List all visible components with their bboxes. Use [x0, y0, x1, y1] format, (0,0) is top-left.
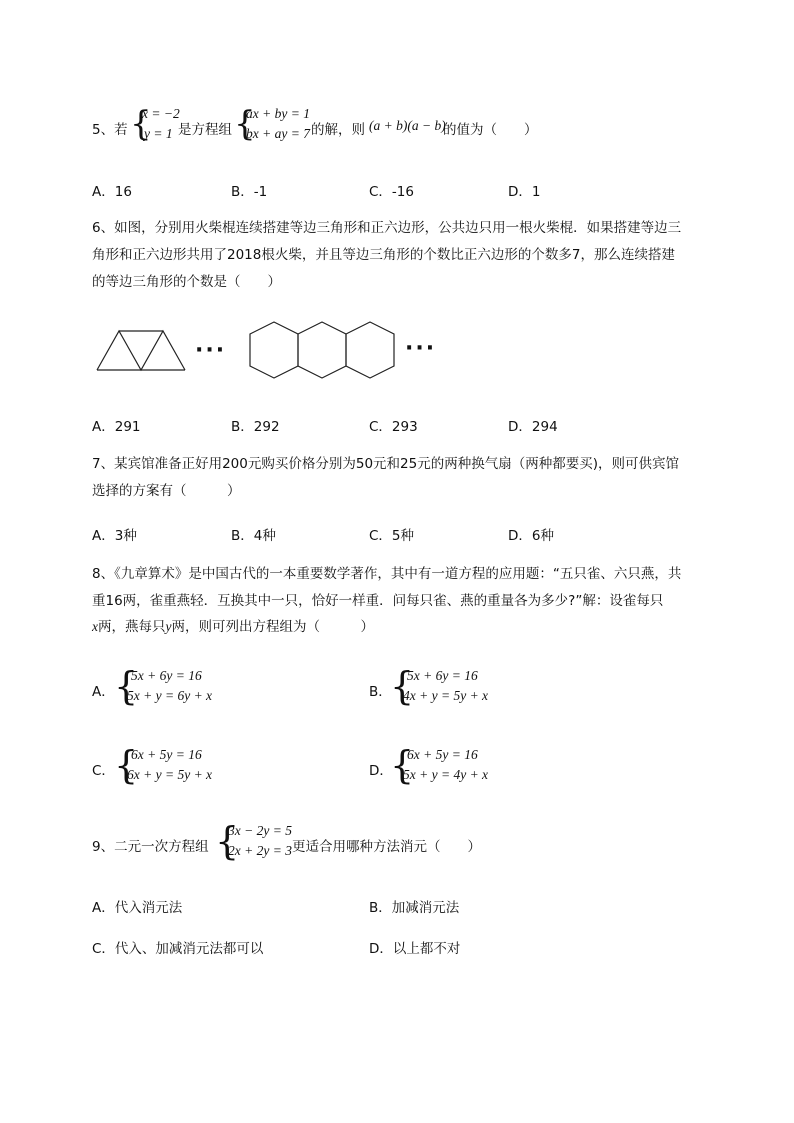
q5-given-row-2: y = 1: [144, 126, 173, 141]
q8-line-3: [92, 614, 374, 640]
q7-option-b: B．4种: [231, 528, 276, 544]
q5-given-brace: {: [130, 104, 152, 144]
q8-line-1: 8、《九章算术》是中国古代的一本重要数学著作，其中有一道方程的应用题：“五只雀、六只燕，共: [92, 566, 682, 582]
q8-option-a-brace: {: [114, 664, 139, 708]
q8-var-y: y: [165, 619, 172, 634]
q5-option-c: C．-16: [369, 184, 414, 200]
q8-line-3-text-1: 两，燕每只: [98, 619, 166, 635]
q8-var-x: x: [92, 619, 98, 634]
q8-option-b-label: B．: [369, 684, 392, 700]
q5-expression: (a + b)(a − b): [369, 118, 446, 133]
q8-option-d-row-2: 5x + y = 4y + x: [403, 767, 489, 782]
q8-line-2: 重16两，雀重燕轻．互换其中一只，恰好一样重．问每只雀、燕的重量各为多少?”解：设雀每只: [92, 593, 664, 609]
q5-tail-2: 的值为（ ）: [443, 122, 538, 138]
q5-given-row-1: x = −2: [142, 106, 180, 121]
triangles-figure: [97, 331, 185, 370]
q5-mid-text: 是方程组: [178, 122, 232, 138]
q7-option-d: D．6种: [508, 528, 554, 544]
q8-option-a-label: A．: [92, 684, 115, 700]
q8-option-c-row-1: 6x + 5y = 16: [131, 747, 202, 762]
q6-option-c: C．293: [369, 419, 418, 435]
q9-system-row-1: 3x − 2y = 5: [228, 823, 292, 838]
q8-option-d-row-1: 6x + 5y = 16: [407, 747, 478, 762]
q8-option-c-label: C．: [92, 763, 115, 779]
q5-system-row-1: ax + by = 1: [246, 106, 310, 121]
hexagon-3: [346, 322, 394, 378]
q8-option-b-row-2: 4x + y = 5y + x: [403, 688, 489, 703]
q6-option-d: D．294: [508, 419, 558, 435]
q5-system-brace: {: [234, 104, 256, 144]
q8-option-a-row-2: 5x + y = 6y + x: [127, 688, 213, 703]
q6-ellipsis-1: ···: [195, 338, 227, 363]
q9-option-b: B．加减消元法: [369, 900, 460, 916]
q5-option-d: D．1: [508, 184, 541, 200]
q5-option-b: B．-1: [231, 184, 268, 200]
q6-option-b: B．292: [231, 419, 280, 435]
q9-option-d: D．以上都不对: [369, 941, 461, 957]
q5-number: 5、若: [92, 122, 128, 138]
q5-system-row-2: bx + ay = 7: [246, 126, 310, 141]
q6-line-1: 6、如图，分别用火柴棍连续搭建等边三角形和正六边形，公共边只用一根火柴棍．如果搭建等边三: [92, 220, 682, 236]
q8-line-3-text-2: 两，则可列出方程组为（ ）: [171, 619, 374, 635]
q9-system-brace: {: [215, 819, 240, 863]
hexagons-figure: [250, 322, 394, 378]
q7-option-c: C．5种: [369, 528, 415, 544]
q6-line-3: 的等边三角形的个数是（ ）: [92, 274, 281, 290]
q9-system-row-2: 2x + 2y = 3: [228, 843, 292, 858]
q9-option-a: A．代入消元法: [92, 900, 183, 916]
hexagon-2: [298, 322, 346, 378]
q7-option-a: A．3种: [92, 528, 137, 544]
q9-option-c: C．代入、加减消元法都可以: [92, 941, 264, 957]
q6-ellipsis-2: ···: [405, 336, 437, 361]
q8-option-d-brace: {: [390, 743, 415, 787]
q8-option-c-row-2: 6x + y = 5y + x: [127, 767, 213, 782]
q5-option-a: A．16: [92, 184, 132, 200]
q8-option-b-row-1: 5x + 6y = 16: [407, 668, 478, 683]
q8-option-a-row-1: 5x + 6y = 16: [131, 668, 202, 683]
q9-prefix: 9、二元一次方程组: [92, 839, 209, 855]
triangle-zigzag: [97, 331, 185, 370]
q7-line-1: 7、某宾馆准备正好用200元购买价格分别为50元和25元的两种换气扇（两种都要买)，则可供宾馆: [92, 456, 679, 472]
q8-option-b-brace: {: [390, 664, 415, 708]
q6-line-2: 角形和正六边形共用了2018根火柴，并且等边三角形的个数比正六边形的个数多7，那么连续搭建: [92, 247, 675, 263]
q8-option-c-brace: {: [114, 743, 139, 787]
q7-line-2: 选择的方案有（ ）: [92, 483, 241, 499]
hexagon-1: [250, 322, 298, 378]
q6-option-a: A．291: [92, 419, 141, 435]
q5-tail-1: 的解，则: [311, 122, 365, 138]
q8-option-d-label: D．: [369, 763, 393, 779]
q6-figure: [90, 318, 450, 384]
q9-suffix: 更适合用哪种方法消元（ ）: [292, 839, 481, 855]
